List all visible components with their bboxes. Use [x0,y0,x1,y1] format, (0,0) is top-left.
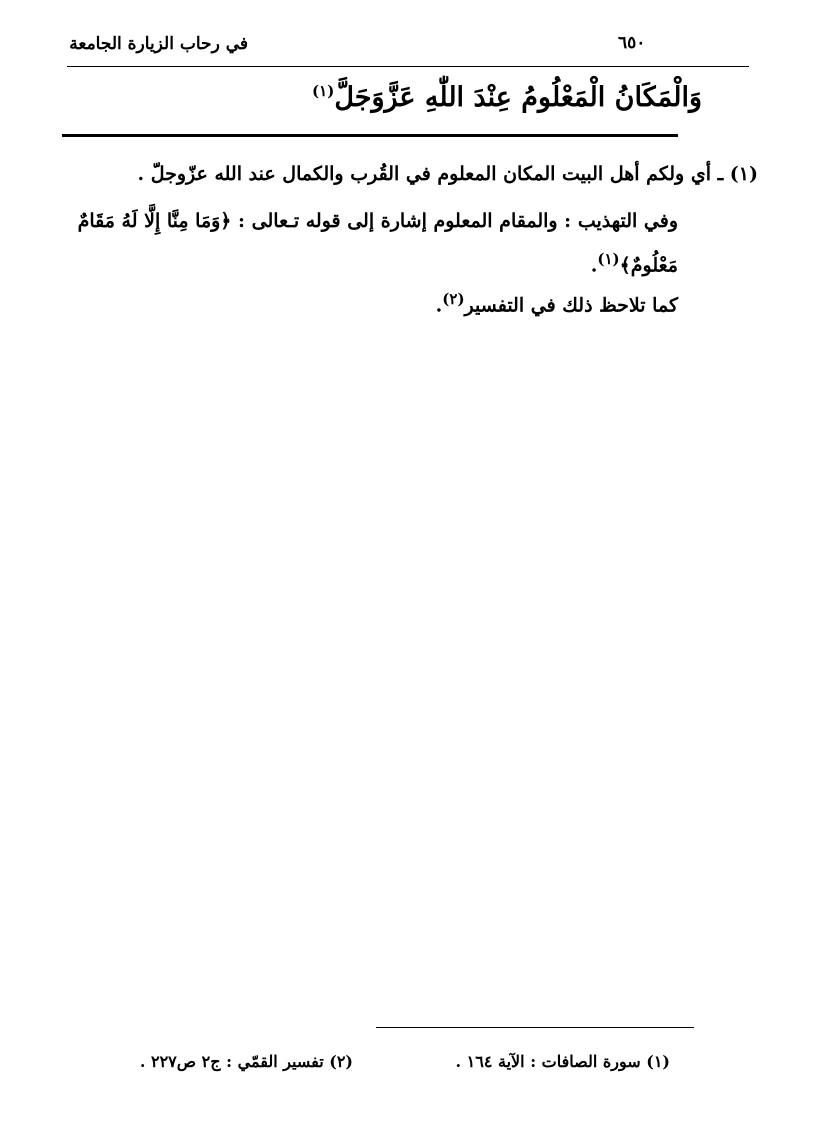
commentary-line-3-ref: (١) [597,250,620,268]
commentary-line-4 [436,290,678,316]
running-header-title: في رحاب الزيارة الجامعة [69,34,248,54]
footnote-rule [376,1027,694,1028]
commentary-line-4-end: . [435,294,443,317]
commentary-line-3 [591,250,678,276]
commentary-line-4-text: كما تلاحظ ذلك في التفسير [464,294,678,317]
main-text-ref: (١) [312,82,335,100]
header-rule [67,66,749,67]
footnote-1: (١) سورة الصافات : الآية ١٦٤ . [455,1052,670,1071]
commentary-line-1: (١) ـ أي ولكم أهل البيت المكان المعلوم في القُرب والكمال عند الله عزّوجلّ . [137,163,758,185]
commentary-line-2: وفي التهذيب : والمقام المعلوم إشارة إلى قوله تـعالى : ﴿وَمَا مِنَّا إِلَّا لَهُ مَقَامٌ [77,210,678,232]
footnote-2: (٢) تفسير القمّي : ج٢ ص٢٢٧ . [139,1052,353,1071]
commentary-line-4-ref: (٢) [442,290,465,308]
section-divider [62,134,678,137]
page-number: ٦٥٠ [618,33,646,53]
main-text-body: وَالْمَكَانُ الْمَعْلُومُ عِنْدَ اللّٰهِ عَزَّوَجَلَّ [334,82,702,113]
commentary-line-3-text: مَعْلُومٌ﴾ [619,254,678,277]
main-text [312,82,702,113]
commentary-line-3-end: . [590,254,598,277]
